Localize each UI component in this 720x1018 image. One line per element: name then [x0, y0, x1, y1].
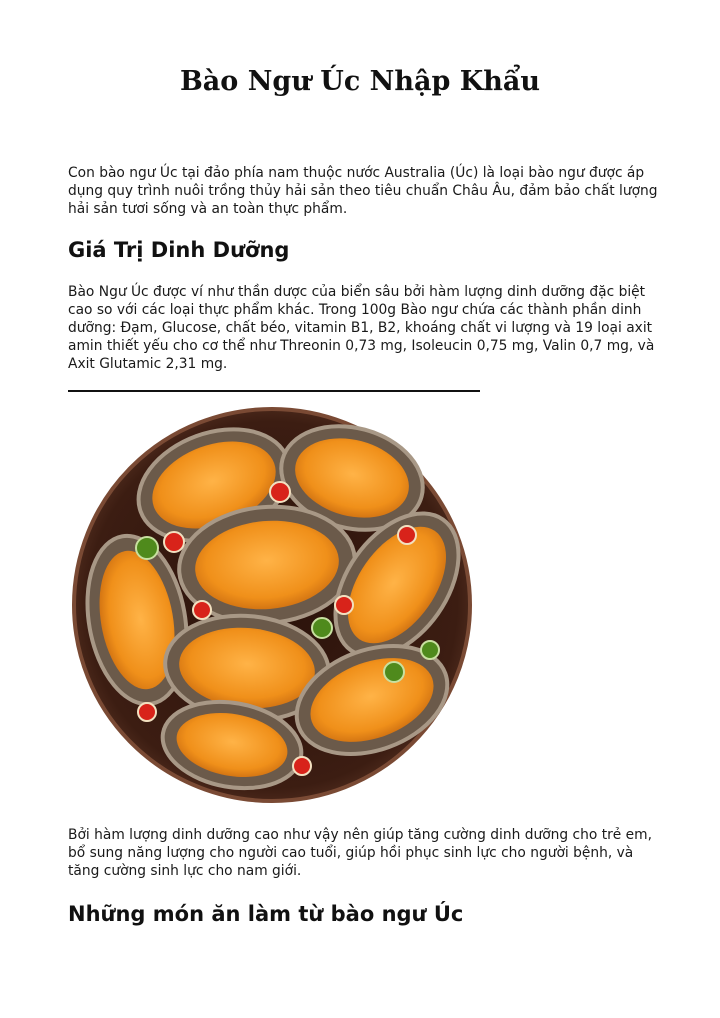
- chili-red: [293, 757, 311, 775]
- benefits-paragraph: Bởi hàm lượng dinh dưỡng cao như vậy nên giúp tăng cường dinh dưỡng cho trẻ em, bổ sung năng lượng cho người cao tuổi, giúp hồi phục sinh lực cho người bệnh, và tăng cường sinh lực cho nam giới.: [68, 827, 652, 879]
- chili-red: [398, 526, 416, 544]
- horizontal-divider: [68, 390, 480, 392]
- chili-red: [335, 596, 353, 614]
- chili-green: [136, 537, 158, 559]
- page-title: Bào Ngư Úc Nhập Khẩu: [179, 66, 540, 97]
- chili-green: [421, 641, 439, 659]
- chili-red: [138, 703, 156, 721]
- chili-red: [270, 482, 290, 502]
- chili-red: [164, 532, 184, 552]
- chili-green: [312, 618, 332, 638]
- intro-paragraph: Con bào ngư Úc tại đảo phía nam thuộc nước Australia (Úc) là loại bào ngư được áp dụng quy trình nuôi trồng thủy hải sản theo tiêu chuẩn Châu Âu, đảm bảo chất lượng hải sản tươi sống và an toàn thực phẩm.: [68, 165, 658, 217]
- section-heading-nutrition: Giá Trị Dinh Dưỡng: [68, 238, 290, 262]
- chili-green: [384, 662, 404, 682]
- chili-red: [193, 601, 211, 619]
- nutrition-paragraph: Bào Ngư Úc được ví như thần dược của biển sâu bởi hàm lượng dinh dưỡng đặc biệt cao so với các loại thực phẩm khác. Trong 100g Bào ngư chứa các thành phần dinh dưỡng: Đạm, Glucose, chất béo, vitamin B1, B2, khoáng chất vi lượng và 19 loại axit amin thiết yếu cho cơ thể như Threonin 0,73 mg, Isoleucin 0,75 mg, Valin 0,7 mg, và Axit Glutamic 2,31 mg.: [68, 284, 655, 372]
- section-heading-dishes: Những món ăn làm từ bào ngư Úc: [68, 902, 464, 926]
- abalone-bowl-image: [62, 400, 482, 810]
